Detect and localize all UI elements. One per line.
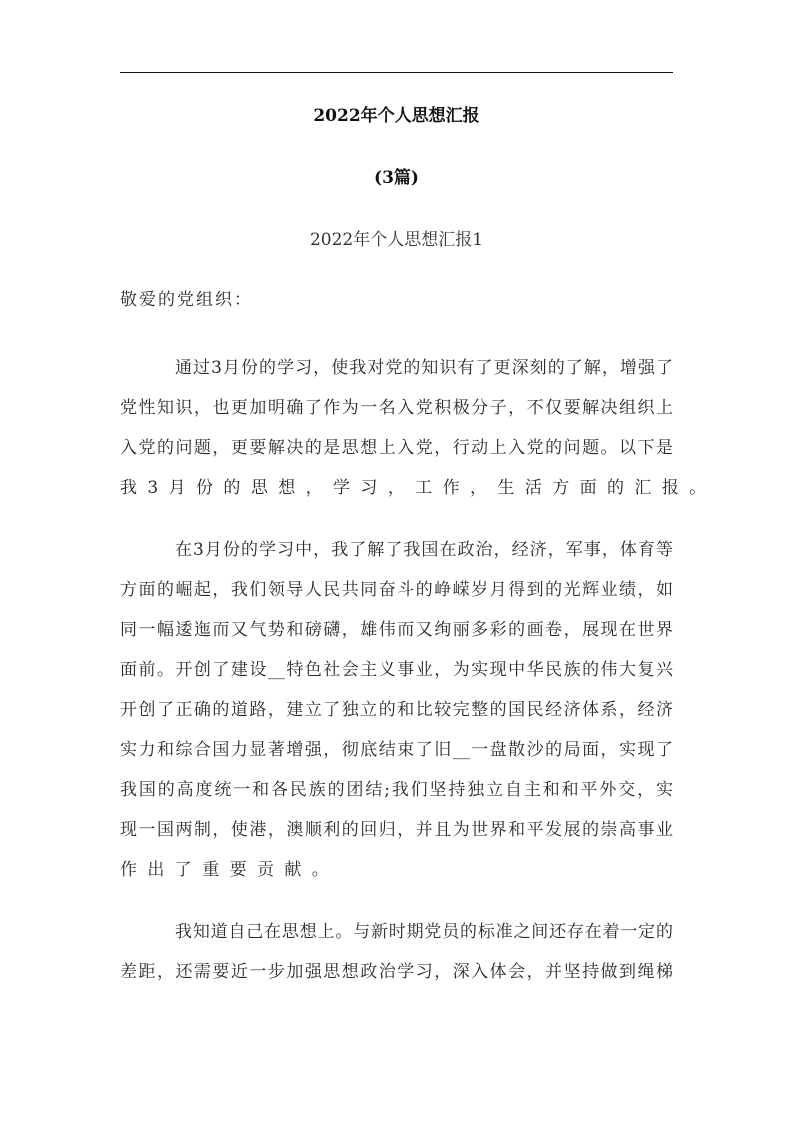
paragraph [120,912,673,992]
text-line: 我国的高度统一和各民族的团结;我们坚持独立自主和和平外交，实 [120,780,673,800]
text-line: 开创了正确的道路，建立了独立的和比较完整的国民经济体系，经济 [120,700,673,720]
text-line: 入党的问题，更要解决的是思想上入党，行动上入党的问题。以下是 [120,438,673,458]
text-line: 同一幅逶迤而又气势和磅礴，雄伟而又绚丽多彩的画卷，展现在世界 [120,620,673,640]
text-line: 党性知识，也更加明确了作为一名入党积极分子，不仅要解决组织上 [120,398,673,418]
greeting: 敬爱的党组织： [120,290,253,310]
text-line: 通过3月份的学习，使我对党的知识有了更深刻的了解，增强了 [175,358,673,378]
text-line: 我知道自己在思想上。与新时期党员的标准之间还存在着一定的 [175,922,673,942]
text-line: 实力和综合国力显著增强，彻底结束了旧__一盘散沙的局面，实现了 [120,740,673,760]
text-line: 面前。开创了建设__特色社会主义事业，为实现中华民族的伟大复兴 [120,660,673,680]
document-title: 2022年个人思想汇报 [313,106,480,126]
text-line: 现一国两制，使港，澳顺利的回归，并且为世界和平发展的崇高事业 [120,820,673,840]
header-rule [120,72,673,73]
document-body [120,288,717,992]
section-title: 2022年个人思想汇报1 [309,230,484,250]
text-line: 在3月份的学习中，我了解了我国在政治，经济，军事，体育等 [175,540,673,560]
text-line: 作出了重要贡献。 [120,860,340,880]
paragraph [120,348,717,508]
text-line: 差距，还需要近一步加强思想政治学习，深入体会，并坚持做到绳梯 [120,962,673,982]
text-line: 方面的崛起，我们领导人民共同奋斗的峥嵘岁月得到的光辉业绩，如 [120,580,673,600]
document-count: (3篇) [374,168,419,188]
text-line: 我3月份的思想，学习，工作，生活方面的汇报。 [120,478,717,498]
paragraph [120,530,673,890]
